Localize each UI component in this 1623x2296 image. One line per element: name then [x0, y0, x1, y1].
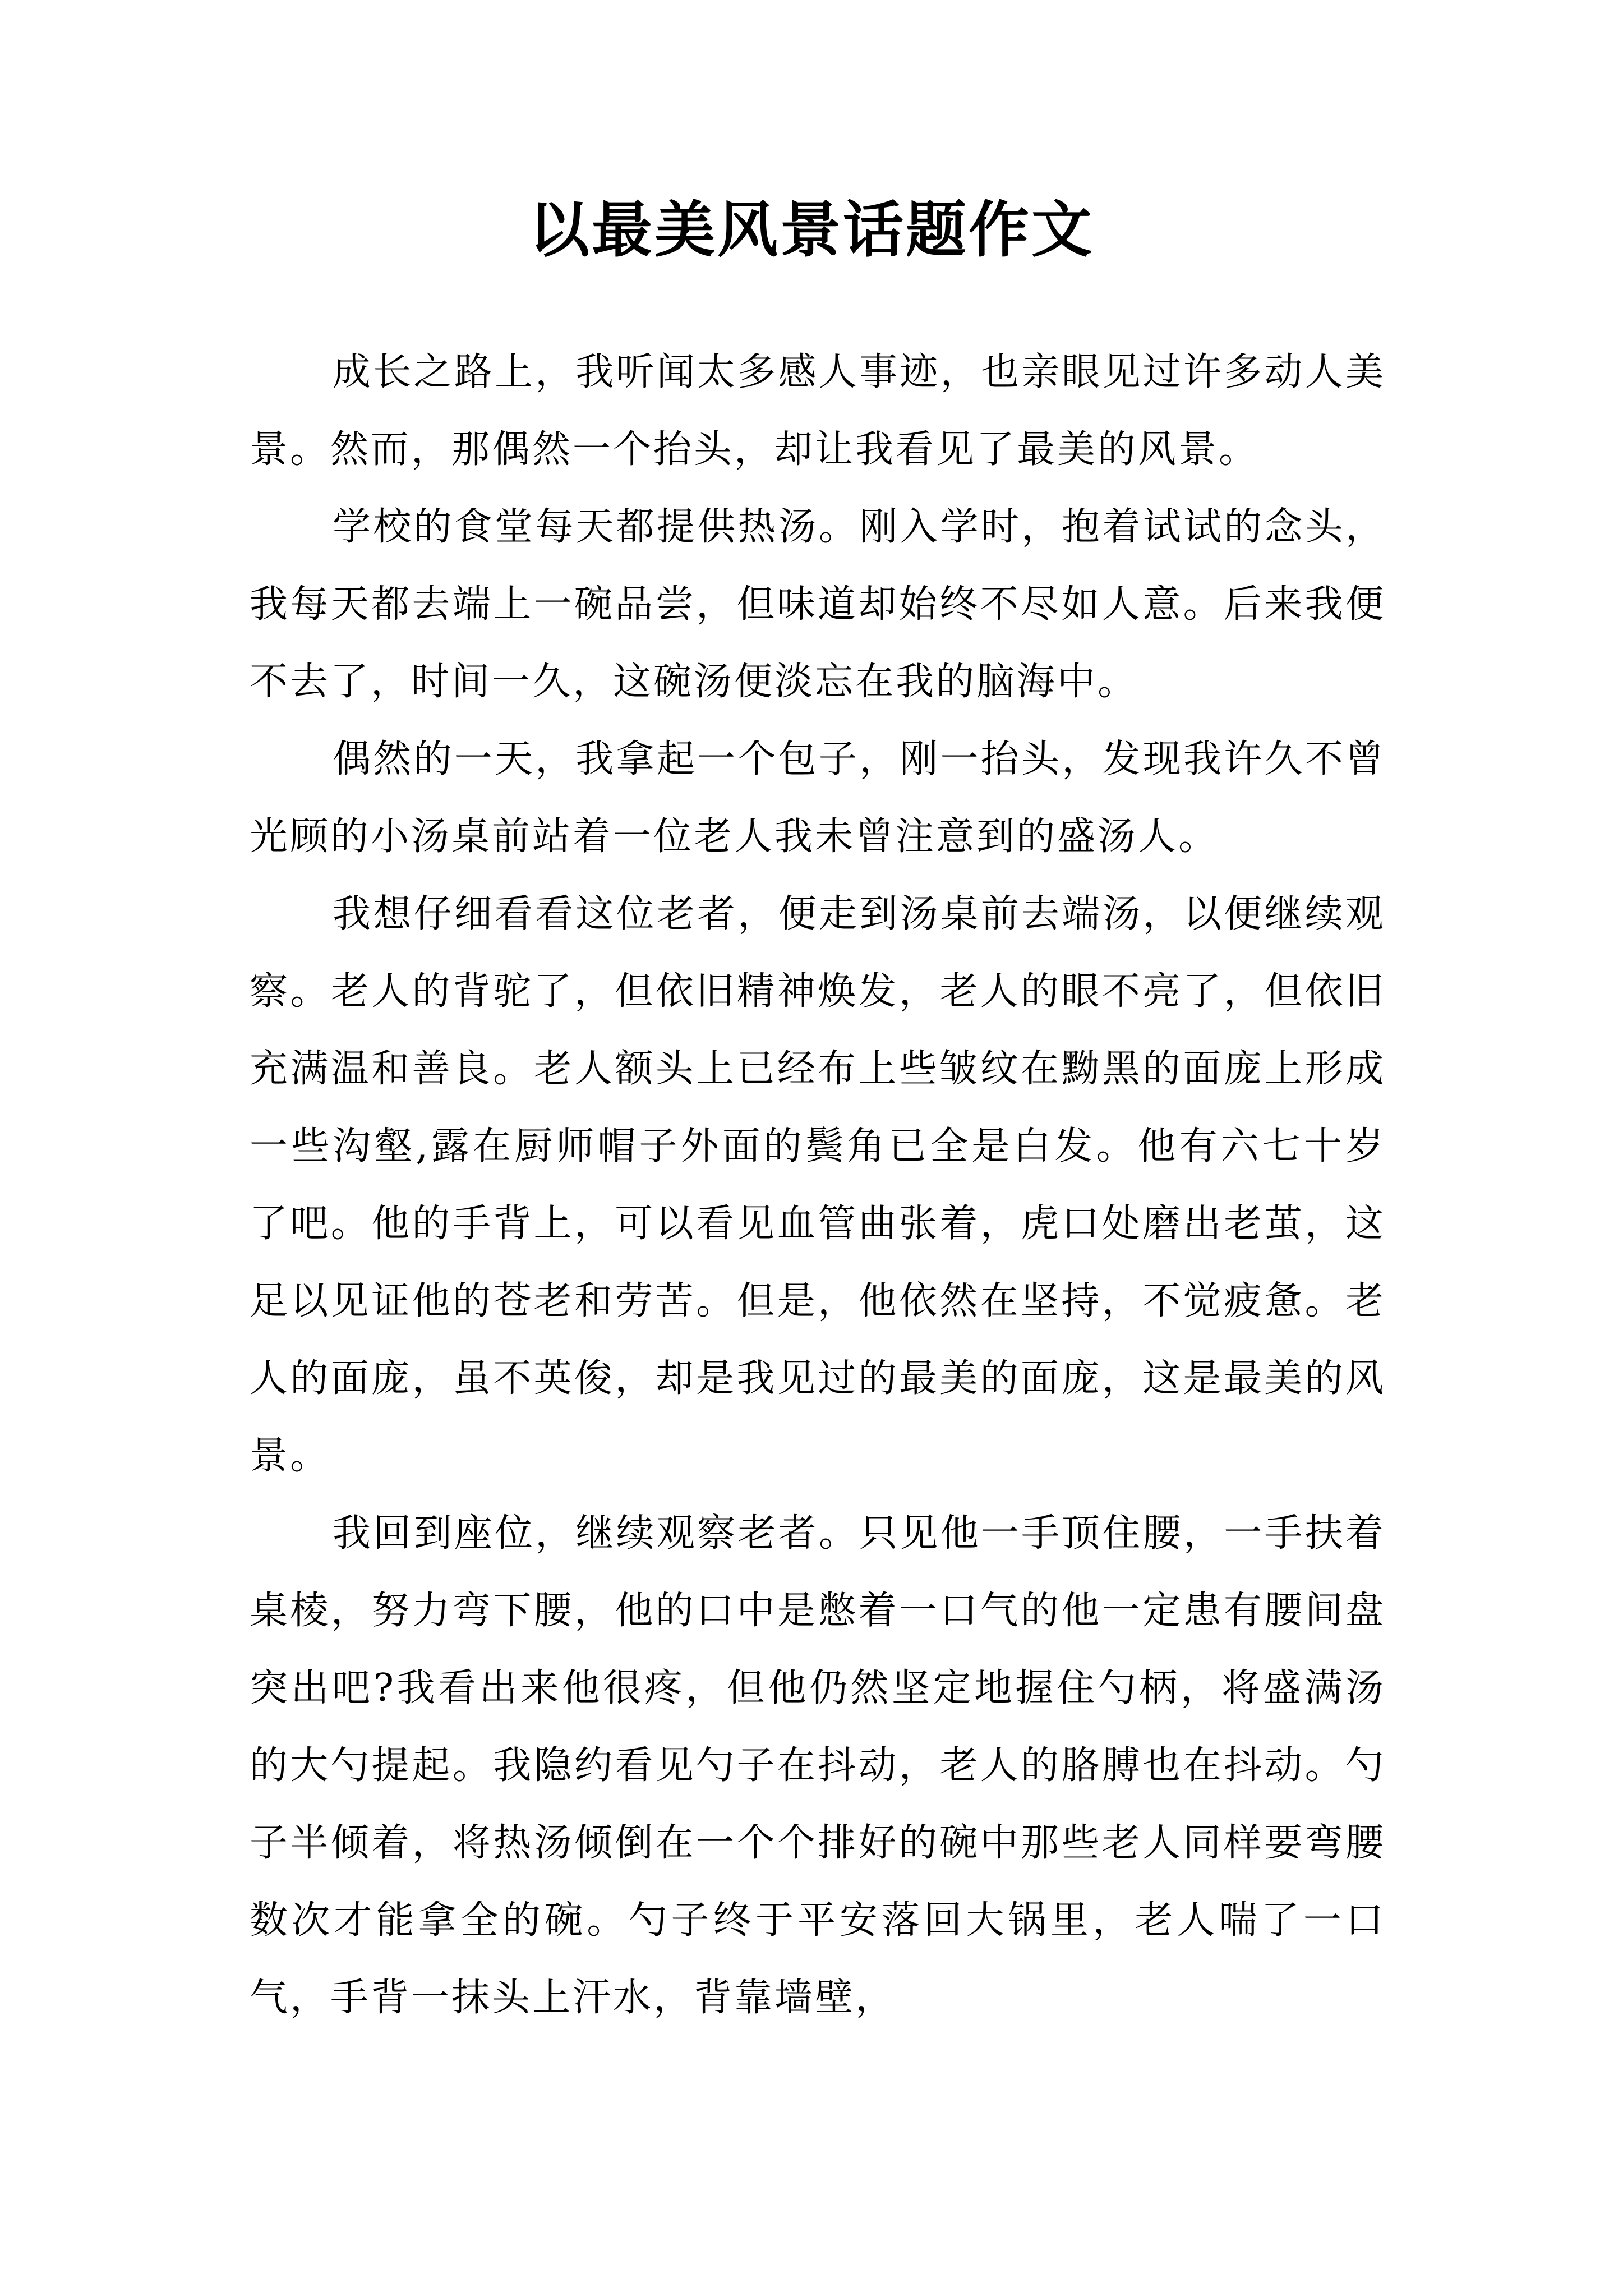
paragraph: 成长之路上，我听闻太多感人事迹，也亲眼见过许多动人美景。然而，那偶然一个抬头，却让我看见了最美的风景。 — [250, 350, 1386, 472]
paragraph: 我回到座位，继续观察老者。只见他一手顶住腰，一手扶着桌棱，努力弯下腰，他的口中是憋着一口气的他一定患有腰间盘突出吧?我看出来他很疼，但他仍然坚定地握住勺柄，将盛满汤的大勺提起。我隐约看见勺子在抖动，老人的胳膊也在抖动。勺子半倾着，将热汤倾倒在一个个排好的碗中那些老人同样要弯腰数次才能拿全的碗。勺子终于平安落回大锅里，老人喘了一口气，手背一抹头上汗水，背靠墙壁， — [250, 1511, 1386, 2020]
document-title: 以最美风景话题作文 — [528, 195, 1094, 265]
document-body — [250, 334, 1386, 2037]
paragraph: 偶然的一天，我拿起一个包子，刚一抬头，发现我许久不曾光顾的小汤桌前站着一位老人我未曾注意到的盛汤人。 — [250, 737, 1386, 859]
paragraph: 我想仔细看看这位老者，便走到汤桌前去端汤，以便继续观察。老人的背驼了，但依旧精神焕发，老人的眼不亮了，但依旧充满温和善良。老人额头上已经布上些皱纹在黝黑的面庞上形成一些沟壑,露在厨师帽子外面的鬓角已全是白发。他有六七十岁了吧。他的手背上，可以看见血管曲张着，虎口处磨出老茧，这足以见证他的苍老和劳苦。但是，他依然在坚持，不觉疲惫。老人的面庞，虽不英俊，却是我见过的最美的面庞，这是最美的风景。 — [250, 892, 1386, 1478]
paragraph: 学校的食堂每天都提供热汤。刚入学时，抱着试试的念头，我每天都去端上一碗品尝，但味道却始终不尽如人意。后来我便不去了，时间一久，这碗汤便淡忘在我的脑海中。 — [250, 505, 1386, 704]
